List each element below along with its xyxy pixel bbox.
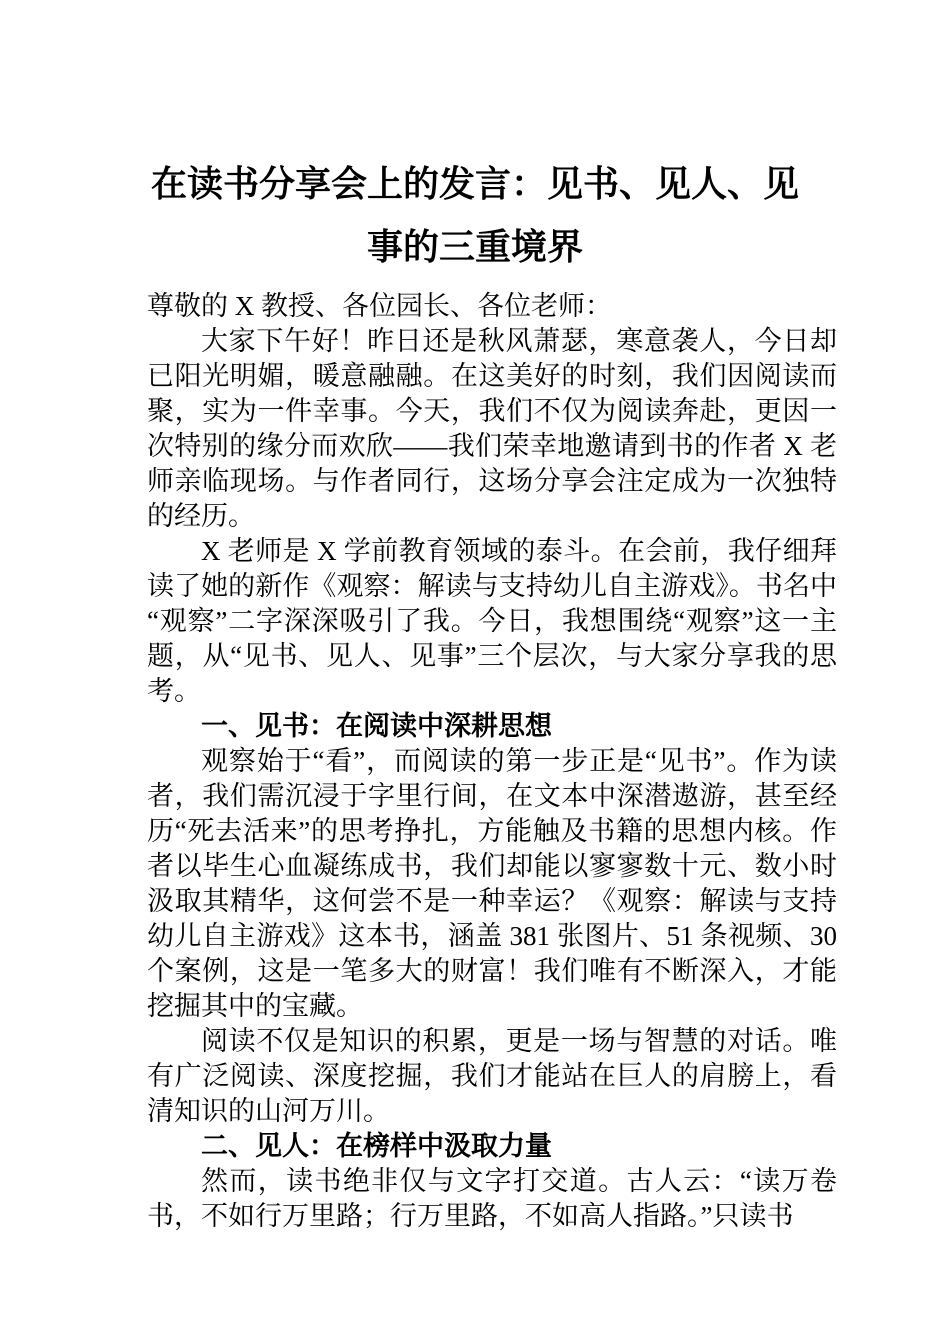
salutation-line: 尊敬的 X 教授、各位园长、各位老师： xyxy=(147,291,612,321)
paragraph-reading-dialogue: 阅读不仅是知识的积累，更是一场与智慧的对话。唯有广泛阅读、深度挖掘，我们才能站在巨人的肩膀上，看清知识的山河万川。 xyxy=(147,1026,837,1126)
paragraph-reading-depth: 观察始于“看”，而阅读的第一步正是“见书”。作为读者，我们需沉浸于字里行间，在文本中深潜遨游，甚至经历“死去活来”的思考挣扎，方能触及书籍的思想内核。作者以毕生心血凝练成书，我们却能以寥寥数十元、数小时汲取其精华，这何尝不是一种幸运？《观察：解读与支持幼儿自主游戏》这本书，涵盖 381 张图片、51 条视频、30 个案例，这是一笔多大的财富！我们唯有不断深入，才能挖掘其中的宝藏。 xyxy=(147,746,837,1021)
paragraph-greeting: 大家下午好！昨日还是秋风萧瑟，寒意袭人，今日却已阳光明媚，暖意融融。在这美好的时刻，我们因阅读而聚，实为一件幸事。今天，我们不仅为阅读奔赴，更因一次特别的缘分而欢欣——我们荣幸地邀请到书的作者 X 老师亲临现场。与作者同行，这场分享会注定成为一次独特的经历。 xyxy=(147,326,837,531)
section-heading-2: 二、见人：在榜样中汲取力量 xyxy=(201,1131,552,1161)
paragraph-author-intro: X 老师是 X 学前教育领域的泰斗。在会前，我仔细拜读了她的新作《观察：解读与支持幼儿自主游戏》。书名中“观察”二字深深吸引了我。今日，我想围绕“观察”这一主题，从“见书、见人、见事”三个层次，与大家分享我的思考。 xyxy=(147,536,837,706)
section-heading-1: 一、见书：在阅读中深耕思想 xyxy=(201,711,552,741)
document-body xyxy=(147,289,837,1234)
paragraph-role-models: 然而，读书绝非仅与文字打交道。古人云：“读万卷书，不如行万里路；行万里路，不如高人指路。”只读书 xyxy=(147,1166,837,1231)
document-title: 在读书分享会上的发言：见书、见人、见事的三重境界 xyxy=(150,164,799,267)
